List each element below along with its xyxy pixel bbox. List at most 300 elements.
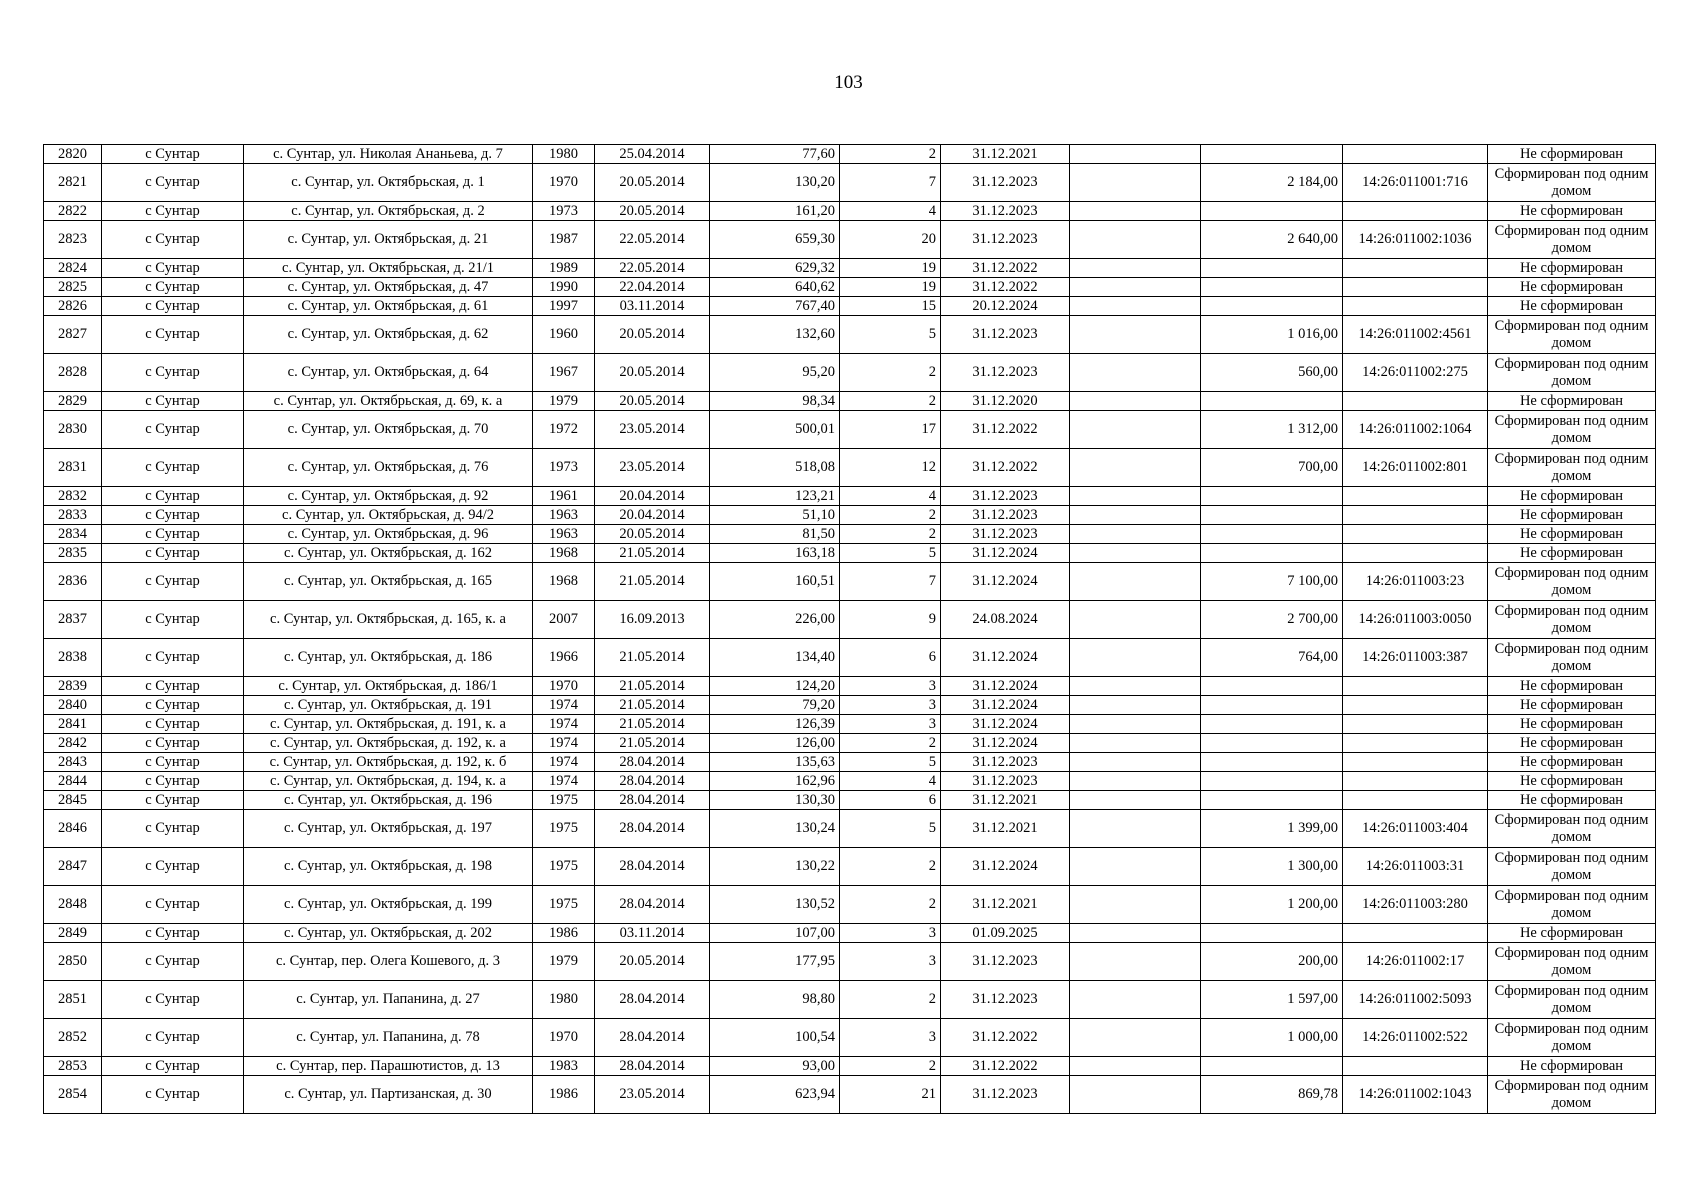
deadline-cell: 31.12.2023: [941, 354, 1070, 392]
address-cell: с. Сунтар, ул. Октябрьская, д. 186: [244, 639, 533, 677]
deadline-cell: 31.12.2020: [941, 392, 1070, 411]
year-cell: 1974: [533, 772, 595, 791]
count-cell: 6: [840, 791, 941, 810]
table-row: [44, 639, 1656, 677]
row-id-cell: 2823: [44, 221, 102, 259]
empty-cell: [1070, 278, 1201, 297]
area-cell: 162,96: [710, 772, 840, 791]
settlement-cell: с Сунтар: [102, 1019, 244, 1057]
row-id-cell: 2825: [44, 278, 102, 297]
area-cell: 130,24: [710, 810, 840, 848]
land-status-cell: Сформирован под одним домом: [1488, 411, 1656, 449]
deadline-cell: 31.12.2023: [941, 525, 1070, 544]
address-cell: с. Сунтар, ул. Октябрьская, д. 96: [244, 525, 533, 544]
year-cell: 1963: [533, 525, 595, 544]
deadline-cell: 31.12.2023: [941, 1076, 1070, 1114]
area-cell: 130,30: [710, 791, 840, 810]
land-area-cell: [1201, 734, 1343, 753]
area-cell: 500,01: [710, 411, 840, 449]
land-area-cell: [1201, 506, 1343, 525]
row-id-cell: 2836: [44, 563, 102, 601]
land-area-cell: 869,78: [1201, 1076, 1343, 1114]
address-cell: с. Сунтар, ул. Октябрьская, д. 62: [244, 316, 533, 354]
deadline-cell: 20.12.2024: [941, 297, 1070, 316]
cadastral-number-cell: [1343, 677, 1488, 696]
empty-cell: [1070, 525, 1201, 544]
cadastral-number-cell: [1343, 734, 1488, 753]
year-cell: 1987: [533, 221, 595, 259]
year-cell: 1960: [533, 316, 595, 354]
land-status-cell: Не сформирован: [1488, 259, 1656, 278]
land-area-cell: 764,00: [1201, 639, 1343, 677]
table-row: [44, 259, 1656, 278]
count-cell: 3: [840, 943, 941, 981]
settlement-cell: с Сунтар: [102, 392, 244, 411]
cadastral-number-cell: 14:26:011002:275: [1343, 354, 1488, 392]
land-area-cell: 1 000,00: [1201, 1019, 1343, 1057]
count-cell: 2: [840, 734, 941, 753]
settlement-cell: с Сунтар: [102, 943, 244, 981]
year-cell: 1963: [533, 506, 595, 525]
table-row: [44, 1076, 1656, 1114]
empty-cell: [1070, 487, 1201, 506]
table-row: [44, 392, 1656, 411]
empty-cell: [1070, 411, 1201, 449]
date-cell: 20.05.2014: [595, 202, 710, 221]
area-cell: 163,18: [710, 544, 840, 563]
deadline-cell: 31.12.2023: [941, 943, 1070, 981]
date-cell: 16.09.2013: [595, 601, 710, 639]
empty-cell: [1070, 715, 1201, 734]
row-id-cell: 2826: [44, 297, 102, 316]
year-cell: 1979: [533, 943, 595, 981]
table-row: [44, 981, 1656, 1019]
cadastral-number-cell: 14:26:011002:5093: [1343, 981, 1488, 1019]
count-cell: 5: [840, 544, 941, 563]
table-row: [44, 164, 1656, 202]
land-area-cell: 1 200,00: [1201, 886, 1343, 924]
land-status-cell: Не сформирован: [1488, 1057, 1656, 1076]
empty-cell: [1070, 1019, 1201, 1057]
table-row: [44, 278, 1656, 297]
cadastral-number-cell: 14:26:011003:23: [1343, 563, 1488, 601]
settlement-cell: с Сунтар: [102, 487, 244, 506]
deadline-cell: 31.12.2021: [941, 145, 1070, 164]
empty-cell: [1070, 202, 1201, 221]
count-cell: 2: [840, 886, 941, 924]
land-status-cell: Не сформирован: [1488, 753, 1656, 772]
date-cell: 28.04.2014: [595, 1057, 710, 1076]
land-area-cell: [1201, 392, 1343, 411]
table-row: [44, 810, 1656, 848]
address-cell: с. Сунтар, ул. Октябрьская, д. 61: [244, 297, 533, 316]
table-row: [44, 943, 1656, 981]
cadastral-number-cell: [1343, 297, 1488, 316]
area-cell: 640,62: [710, 278, 840, 297]
date-cell: 21.05.2014: [595, 715, 710, 734]
row-id-cell: 2852: [44, 1019, 102, 1057]
count-cell: 7: [840, 563, 941, 601]
year-cell: 1986: [533, 924, 595, 943]
table-row: [44, 734, 1656, 753]
settlement-cell: с Сунтар: [102, 411, 244, 449]
area-cell: 132,60: [710, 316, 840, 354]
deadline-cell: 31.12.2024: [941, 715, 1070, 734]
land-area-cell: [1201, 715, 1343, 734]
empty-cell: [1070, 563, 1201, 601]
land-area-cell: 7 100,00: [1201, 563, 1343, 601]
count-cell: 19: [840, 278, 941, 297]
deadline-cell: 31.12.2024: [941, 544, 1070, 563]
settlement-cell: с Сунтар: [102, 677, 244, 696]
date-cell: 21.05.2014: [595, 677, 710, 696]
year-cell: 1968: [533, 563, 595, 601]
empty-cell: [1070, 734, 1201, 753]
address-cell: с. Сунтар, пер. Олега Кошевого, д. 3: [244, 943, 533, 981]
area-cell: 518,08: [710, 449, 840, 487]
table-row: [44, 411, 1656, 449]
land-area-cell: 200,00: [1201, 943, 1343, 981]
row-id-cell: 2820: [44, 145, 102, 164]
land-area-cell: [1201, 202, 1343, 221]
cadastral-number-cell: [1343, 696, 1488, 715]
deadline-cell: 31.12.2024: [941, 639, 1070, 677]
table-row: [44, 772, 1656, 791]
empty-cell: [1070, 848, 1201, 886]
table-row: [44, 1019, 1656, 1057]
deadline-cell: 31.12.2023: [941, 981, 1070, 1019]
land-status-cell: Сформирован под одним домом: [1488, 563, 1656, 601]
land-status-cell: Сформирован под одним домом: [1488, 810, 1656, 848]
address-cell: с. Сунтар, ул. Октябрьская, д. 194, к. а: [244, 772, 533, 791]
count-cell: 2: [840, 506, 941, 525]
cadastral-number-cell: [1343, 772, 1488, 791]
deadline-cell: 31.12.2023: [941, 772, 1070, 791]
date-cell: 23.05.2014: [595, 1076, 710, 1114]
count-cell: 20: [840, 221, 941, 259]
year-cell: 1990: [533, 278, 595, 297]
row-id-cell: 2822: [44, 202, 102, 221]
address-cell: с. Сунтар, ул. Октябрьская, д. 186/1: [244, 677, 533, 696]
area-cell: 226,00: [710, 601, 840, 639]
land-status-cell: Не сформирован: [1488, 297, 1656, 316]
area-cell: 160,51: [710, 563, 840, 601]
address-cell: с. Сунтар, ул. Октябрьская, д. 94/2: [244, 506, 533, 525]
row-id-cell: 2821: [44, 164, 102, 202]
land-area-cell: [1201, 145, 1343, 164]
land-area-cell: [1201, 696, 1343, 715]
address-cell: с. Сунтар, ул. Партизанская, д. 30: [244, 1076, 533, 1114]
settlement-cell: с Сунтар: [102, 848, 244, 886]
address-cell: с. Сунтар, ул. Октябрьская, д. 64: [244, 354, 533, 392]
cadastral-number-cell: 14:26:011003:387: [1343, 639, 1488, 677]
settlement-cell: с Сунтар: [102, 924, 244, 943]
area-cell: 659,30: [710, 221, 840, 259]
row-id-cell: 2850: [44, 943, 102, 981]
count-cell: 3: [840, 715, 941, 734]
settlement-cell: с Сунтар: [102, 1057, 244, 1076]
count-cell: 2: [840, 1057, 941, 1076]
date-cell: 20.05.2014: [595, 164, 710, 202]
deadline-cell: 31.12.2022: [941, 1057, 1070, 1076]
settlement-cell: с Сунтар: [102, 886, 244, 924]
date-cell: 28.04.2014: [595, 1019, 710, 1057]
count-cell: 3: [840, 696, 941, 715]
table-row: [44, 221, 1656, 259]
settlement-cell: с Сунтар: [102, 544, 244, 563]
cadastral-number-cell: [1343, 753, 1488, 772]
land-area-cell: 700,00: [1201, 449, 1343, 487]
table-row: [44, 715, 1656, 734]
date-cell: 21.05.2014: [595, 563, 710, 601]
count-cell: 4: [840, 772, 941, 791]
count-cell: 2: [840, 525, 941, 544]
area-cell: 100,54: [710, 1019, 840, 1057]
table-body: [44, 145, 1656, 1114]
land-area-cell: 2 184,00: [1201, 164, 1343, 202]
cadastral-number-cell: 14:26:011002:1043: [1343, 1076, 1488, 1114]
date-cell: 03.11.2014: [595, 297, 710, 316]
land-status-cell: Не сформирован: [1488, 506, 1656, 525]
area-cell: 77,60: [710, 145, 840, 164]
deadline-cell: 31.12.2022: [941, 259, 1070, 278]
row-id-cell: 2840: [44, 696, 102, 715]
area-cell: 767,40: [710, 297, 840, 316]
area-cell: 107,00: [710, 924, 840, 943]
deadline-cell: 31.12.2023: [941, 487, 1070, 506]
year-cell: 1983: [533, 1057, 595, 1076]
date-cell: 20.05.2014: [595, 943, 710, 981]
date-cell: 21.05.2014: [595, 696, 710, 715]
year-cell: 1975: [533, 791, 595, 810]
land-status-cell: Не сформирован: [1488, 734, 1656, 753]
settlement-cell: с Сунтар: [102, 1076, 244, 1114]
area-cell: 161,20: [710, 202, 840, 221]
address-cell: с. Сунтар, ул. Октябрьская, д. 21/1: [244, 259, 533, 278]
date-cell: 20.05.2014: [595, 392, 710, 411]
address-cell: с. Сунтар, ул. Октябрьская, д. 162: [244, 544, 533, 563]
year-cell: 1979: [533, 392, 595, 411]
year-cell: 1968: [533, 544, 595, 563]
address-cell: с. Сунтар, ул. Октябрьская, д. 1: [244, 164, 533, 202]
area-cell: 134,40: [710, 639, 840, 677]
count-cell: 2: [840, 354, 941, 392]
row-id-cell: 2849: [44, 924, 102, 943]
cadastral-number-cell: 14:26:011002:801: [1343, 449, 1488, 487]
land-status-cell: Не сформирован: [1488, 202, 1656, 221]
area-cell: 124,20: [710, 677, 840, 696]
settlement-cell: с Сунтар: [102, 164, 244, 202]
table-row: [44, 297, 1656, 316]
cadastral-number-cell: [1343, 202, 1488, 221]
land-area-cell: [1201, 924, 1343, 943]
area-cell: 177,95: [710, 943, 840, 981]
land-area-cell: [1201, 791, 1343, 810]
settlement-cell: с Сунтар: [102, 354, 244, 392]
year-cell: 1970: [533, 1019, 595, 1057]
land-area-cell: [1201, 1057, 1343, 1076]
empty-cell: [1070, 1076, 1201, 1114]
area-cell: 79,20: [710, 696, 840, 715]
settlement-cell: с Сунтар: [102, 772, 244, 791]
land-area-cell: [1201, 259, 1343, 278]
year-cell: 1974: [533, 734, 595, 753]
cadastral-number-cell: [1343, 487, 1488, 506]
settlement-cell: с Сунтар: [102, 791, 244, 810]
cadastral-number-cell: 14:26:011003:404: [1343, 810, 1488, 848]
cadastral-number-cell: [1343, 544, 1488, 563]
count-cell: 2: [840, 848, 941, 886]
date-cell: 23.05.2014: [595, 411, 710, 449]
row-id-cell: 2833: [44, 506, 102, 525]
address-cell: с. Сунтар, пер. Парашютистов, д. 13: [244, 1057, 533, 1076]
cadastral-number-cell: 14:26:011003:0050: [1343, 601, 1488, 639]
land-status-cell: Сформирован под одним домом: [1488, 316, 1656, 354]
date-cell: 22.05.2014: [595, 259, 710, 278]
row-id-cell: 2844: [44, 772, 102, 791]
deadline-cell: 01.09.2025: [941, 924, 1070, 943]
area-cell: 629,32: [710, 259, 840, 278]
year-cell: 1997: [533, 297, 595, 316]
year-cell: 2007: [533, 601, 595, 639]
row-id-cell: 2827: [44, 316, 102, 354]
count-cell: 4: [840, 487, 941, 506]
year-cell: 1967: [533, 354, 595, 392]
count-cell: 3: [840, 677, 941, 696]
cadastral-number-cell: 14:26:011002:4561: [1343, 316, 1488, 354]
count-cell: 4: [840, 202, 941, 221]
land-area-cell: [1201, 278, 1343, 297]
empty-cell: [1070, 1057, 1201, 1076]
empty-cell: [1070, 696, 1201, 715]
area-cell: 135,63: [710, 753, 840, 772]
land-status-cell: Не сформирован: [1488, 924, 1656, 943]
address-cell: с. Сунтар, ул. Октябрьская, д. 92: [244, 487, 533, 506]
land-status-cell: Не сформирован: [1488, 772, 1656, 791]
address-cell: с. Сунтар, ул. Октябрьская, д. 196: [244, 791, 533, 810]
row-id-cell: 2839: [44, 677, 102, 696]
address-cell: с. Сунтар, ул. Октябрьская, д. 76: [244, 449, 533, 487]
settlement-cell: с Сунтар: [102, 449, 244, 487]
empty-cell: [1070, 297, 1201, 316]
date-cell: 22.05.2014: [595, 221, 710, 259]
row-id-cell: 2846: [44, 810, 102, 848]
count-cell: 19: [840, 259, 941, 278]
area-cell: 95,20: [710, 354, 840, 392]
land-status-cell: Сформирован под одним домом: [1488, 449, 1656, 487]
empty-cell: [1070, 772, 1201, 791]
address-cell: с. Сунтар, ул. Октябрьская, д. 47: [244, 278, 533, 297]
cadastral-number-cell: 14:26:011002:1064: [1343, 411, 1488, 449]
count-cell: 2: [840, 981, 941, 1019]
empty-cell: [1070, 639, 1201, 677]
land-area-cell: 2 640,00: [1201, 221, 1343, 259]
date-cell: 20.04.2014: [595, 506, 710, 525]
settlement-cell: с Сунтар: [102, 753, 244, 772]
row-id-cell: 2834: [44, 525, 102, 544]
land-status-cell: Сформирован под одним домом: [1488, 164, 1656, 202]
empty-cell: [1070, 943, 1201, 981]
year-cell: 1970: [533, 164, 595, 202]
year-cell: 1974: [533, 715, 595, 734]
date-cell: 21.05.2014: [595, 734, 710, 753]
empty-cell: [1070, 354, 1201, 392]
year-cell: 1975: [533, 886, 595, 924]
settlement-cell: с Сунтар: [102, 734, 244, 753]
land-status-cell: Не сформирован: [1488, 392, 1656, 411]
empty-cell: [1070, 677, 1201, 696]
address-cell: с. Сунтар, ул. Октябрьская, д. 192, к. б: [244, 753, 533, 772]
year-cell: 1975: [533, 810, 595, 848]
count-cell: 5: [840, 316, 941, 354]
address-cell: с. Сунтар, ул. Николая Ананьева, д. 7: [244, 145, 533, 164]
settlement-cell: с Сунтар: [102, 145, 244, 164]
row-id-cell: 2831: [44, 449, 102, 487]
land-status-cell: Не сформирован: [1488, 677, 1656, 696]
year-cell: 1975: [533, 848, 595, 886]
cadastral-number-cell: 14:26:011002:1036: [1343, 221, 1488, 259]
deadline-cell: 31.12.2023: [941, 753, 1070, 772]
area-cell: 98,80: [710, 981, 840, 1019]
address-cell: с. Сунтар, ул. Октябрьская, д. 70: [244, 411, 533, 449]
row-id-cell: 2845: [44, 791, 102, 810]
land-area-cell: [1201, 544, 1343, 563]
area-cell: 130,22: [710, 848, 840, 886]
area-cell: 98,34: [710, 392, 840, 411]
date-cell: 28.04.2014: [595, 981, 710, 1019]
land-area-cell: 1 399,00: [1201, 810, 1343, 848]
row-id-cell: 2841: [44, 715, 102, 734]
count-cell: 3: [840, 924, 941, 943]
cadastral-number-cell: [1343, 506, 1488, 525]
land-status-cell: Сформирован под одним домом: [1488, 1019, 1656, 1057]
settlement-cell: с Сунтар: [102, 715, 244, 734]
area-cell: 51,10: [710, 506, 840, 525]
year-cell: 1973: [533, 202, 595, 221]
table-row: [44, 506, 1656, 525]
land-status-cell: Не сформирован: [1488, 487, 1656, 506]
land-area-cell: 1 312,00: [1201, 411, 1343, 449]
count-cell: 21: [840, 1076, 941, 1114]
count-cell: 12: [840, 449, 941, 487]
address-cell: с. Сунтар, ул. Папанина, д. 78: [244, 1019, 533, 1057]
empty-cell: [1070, 791, 1201, 810]
area-cell: 623,94: [710, 1076, 840, 1114]
date-cell: 03.11.2014: [595, 924, 710, 943]
count-cell: 6: [840, 639, 941, 677]
table-row: [44, 924, 1656, 943]
land-area-cell: 1 300,00: [1201, 848, 1343, 886]
cadastral-number-cell: 14:26:011002:17: [1343, 943, 1488, 981]
address-cell: с. Сунтар, ул. Октябрьская, д. 197: [244, 810, 533, 848]
settlement-cell: с Сунтар: [102, 278, 244, 297]
empty-cell: [1070, 221, 1201, 259]
address-cell: с. Сунтар, ул. Октябрьская, д. 69, к. а: [244, 392, 533, 411]
land-status-cell: Сформирован под одним домом: [1488, 639, 1656, 677]
land-status-cell: Не сформирован: [1488, 145, 1656, 164]
deadline-cell: 31.12.2024: [941, 848, 1070, 886]
count-cell: 5: [840, 810, 941, 848]
row-id-cell: 2851: [44, 981, 102, 1019]
count-cell: 3: [840, 1019, 941, 1057]
empty-cell: [1070, 316, 1201, 354]
address-cell: с. Сунтар, ул. Октябрьская, д. 21: [244, 221, 533, 259]
address-cell: с. Сунтар, ул. Октябрьская, д. 192, к. а: [244, 734, 533, 753]
date-cell: 21.05.2014: [595, 639, 710, 677]
area-cell: 130,20: [710, 164, 840, 202]
cadastral-number-cell: [1343, 525, 1488, 544]
cadastral-number-cell: [1343, 924, 1488, 943]
